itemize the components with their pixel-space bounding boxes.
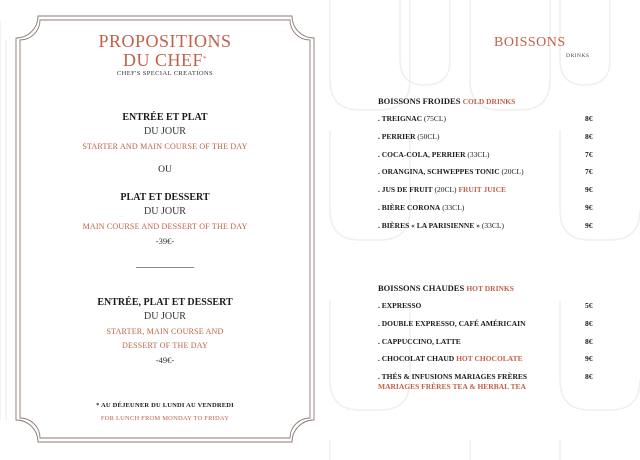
offer-dish: ENTRÉE, PLAT ET DESSERT (97, 297, 233, 308)
title-asterisk: * (203, 55, 207, 63)
offer-price: -49€- (155, 355, 175, 365)
item-name: . DOUBLE EXPRESSO, CAFÉ AMÉRICAIN (378, 319, 526, 328)
offer-dujour: DU JOUR (144, 206, 186, 217)
footnote-french: * AU DÉJEUNER DU LUNDI AU VENDREDI (96, 402, 234, 409)
item-price: 9€ (585, 185, 593, 194)
hot-drinks-heading-en: HOT DRINKS (466, 284, 514, 293)
menu-item (378, 221, 598, 235)
chef-propositions-panel (15, 16, 315, 442)
title-line-2-text: DU CHEF (122, 50, 203, 70)
hot-drinks-heading-fr: BOISSONS CHAUDES (378, 283, 465, 293)
item-name: . JUS DE FRUIT (20CL) FRUIT JUICE (378, 185, 507, 194)
offer-english: MAIN COURSE AND DESSERT OF THE DAY (82, 222, 248, 231)
offer-price: -39€- (155, 236, 175, 246)
menu-item (378, 114, 598, 128)
offer-dish: PLAT ET DESSERT (120, 192, 210, 203)
drinks-subtitle: DRINKS (566, 53, 590, 59)
section-divider (136, 267, 194, 268)
offer-english-line-1: STARTER, MAIN COURSE AND (106, 327, 224, 336)
item-name: . CAPPUCCINO, LATTE (378, 337, 461, 346)
item-price: 7€ (585, 150, 593, 159)
cold-drinks-heading (378, 96, 515, 106)
offer-english-line-2: DESSERT OF THE DAY (122, 341, 208, 350)
offer-dujour: DU JOUR (144, 126, 186, 137)
item-price: 8€ (585, 372, 593, 381)
item-name: . TREIGNAC (75CL) (378, 114, 447, 123)
menu-item (378, 167, 598, 181)
chef-propositions-subtitle: CHEF'S SPECIAL CREATIONS (116, 70, 214, 77)
item-price: 9€ (585, 203, 593, 212)
title-line-1: PROPOSITIONS (98, 31, 232, 51)
menu-item (378, 185, 598, 199)
cold-drinks-heading-fr: BOISSONS FROIDES (378, 96, 461, 106)
item-name: . ORANGINA, SCHWEPPES TONIC (20CL) (378, 167, 524, 176)
item-name: . PERRIER (50CL) (378, 132, 440, 141)
item-price: 8€ (585, 132, 593, 141)
item-name: . EXPRESSO (378, 301, 422, 310)
chef-propositions-title (15, 32, 315, 70)
offer-english: STARTER AND MAIN COURSE OF THE DAY (82, 142, 248, 151)
menu-item (378, 354, 598, 368)
menu-item (378, 301, 598, 315)
drinks-title: BOISSONS (494, 35, 566, 50)
menu-item (378, 132, 598, 146)
item-name: . BIÈRES « LA PARISIENNE » (33CL) (378, 221, 504, 230)
offer-dish: ENTRÉE ET PLAT (122, 112, 208, 123)
hot-drinks-heading (378, 283, 514, 293)
item-name: . CHOCOLAT CHAUD HOT CHOCOLATE (378, 354, 523, 363)
menu-item (378, 337, 598, 351)
item-name: . BIÈRE CORONA (33CL) (378, 203, 465, 212)
title-line-2 (15, 51, 315, 70)
offer-full-menu (15, 296, 315, 367)
offer-main-dessert (15, 191, 315, 248)
or-separator: OU (158, 165, 172, 175)
offer-dujour: DU JOUR (144, 311, 186, 322)
item-price: 8€ (585, 114, 593, 123)
menu-item (378, 203, 598, 217)
item-english: MARIAGES FRÈRES TEA & HERBAL TEA (378, 382, 526, 391)
menu-item (378, 372, 598, 396)
item-price: 9€ (585, 221, 593, 230)
menu-item (378, 319, 598, 333)
item-price: 9€ (585, 354, 593, 363)
item-price: 8€ (585, 319, 593, 328)
menu-item (378, 150, 598, 164)
footnote (15, 402, 315, 422)
footnote-english: FOR LUNCH FROM MONDAY TO FRIDAY (100, 415, 230, 422)
item-price: 5€ (585, 301, 593, 310)
item-name: . COCA-COLA, PERRIER (33CL) (378, 150, 490, 159)
cold-drinks-heading-en: COLD DRINKS (462, 97, 516, 106)
item-name: . THÉS & INFUSIONS MARIAGES FRÈRES (378, 372, 528, 381)
item-price: 7€ (585, 167, 593, 176)
item-price: 8€ (585, 337, 593, 346)
offer-starter-main (15, 111, 315, 153)
